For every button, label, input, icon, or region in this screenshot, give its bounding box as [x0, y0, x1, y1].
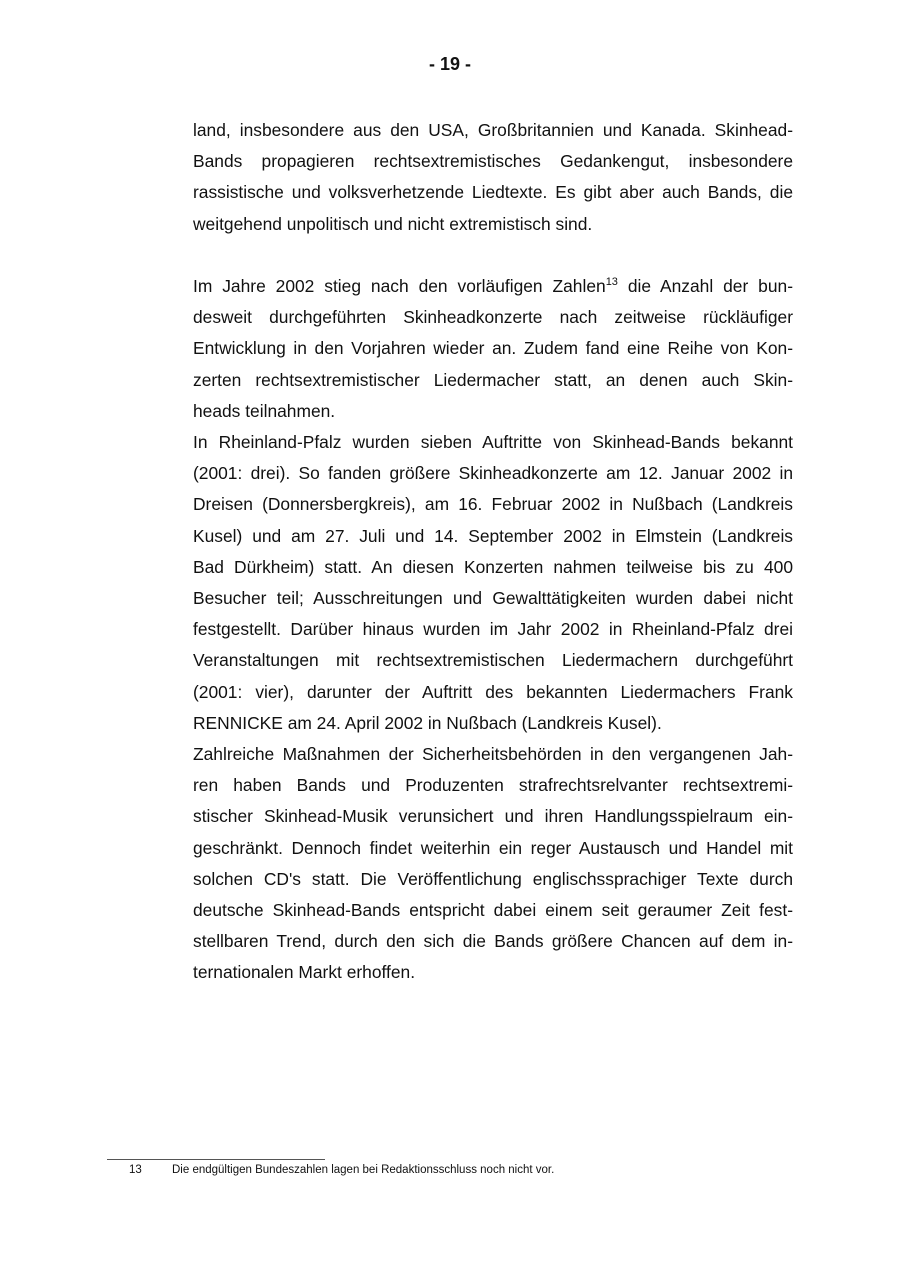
text-segment: die Anzahl der bun-: [617, 276, 793, 296]
paragraph-4: [193, 739, 793, 989]
text-line: In Rheinland-Pfalz wurden sieben Auftritte von Skinhead-Bands bekannt: [193, 432, 793, 453]
text-line: ren haben Bands und Produzenten strafrechtsrelvanter rechtsextremi-: [193, 775, 793, 796]
text-line: Dreisen (Donnersbergkreis), am 16. Februar 2002 in Nußbach (Landkreis: [193, 494, 793, 515]
text-line: weitgehend unpolitisch und nicht extremistisch sind.: [193, 213, 593, 234]
text-line: zerten rechtsextremistischer Liedermacher statt, an denen auch Skin-: [193, 369, 793, 390]
text-line: land, insbesondere aus den USA, Großbritannien und Kanada. Skinhead-: [193, 120, 793, 140]
text-line: Entwicklung in den Vorjahren wieder an. Zudem fand eine Reihe von Kon-: [193, 338, 793, 359]
text-line: RENNICKE am 24. April 2002 in Nußbach (Landkreis Kusel).: [193, 712, 662, 733]
paragraph-1: [193, 115, 793, 240]
page-number: - 19 -: [428, 54, 471, 74]
text-line: rassistische und volksverhetzende Liedtexte. Es gibt aber auch Bands, die: [193, 182, 793, 203]
paragraph-3: [193, 427, 793, 739]
text-line: (2001: drei). So fanden größere Skinheadkonzerte am 12. Januar 2002 in: [193, 463, 793, 484]
text-line: stellbaren Trend, durch den sich die Bands größere Chancen auf dem in-: [193, 931, 793, 952]
paragraph-2: [193, 271, 793, 427]
footnote-number: 13: [129, 1164, 142, 1176]
text-line: Kusel) und am 27. Juli und 14. September 2002 in Elmstein (Landkreis: [193, 525, 793, 546]
footnote-separator: [107, 1159, 325, 1160]
footnote: [129, 1163, 829, 1177]
text-line: deutsche Skinhead-Bands entspricht dabei einem seit geraumer Zeit fest-: [193, 900, 793, 921]
text-line: stischer Skinhead-Musik verunsichert und ihren Handlungsspielraum ein-: [193, 806, 793, 827]
text-segment: Im Jahre 2002 stieg nach den vorläufigen Zahlen: [193, 276, 606, 296]
text-line-with-footnote-ref: [193, 271, 793, 302]
text-line: (2001: vier), darunter der Auftritt des bekannten Liedermachers Frank: [193, 681, 793, 702]
text-line: festgestellt. Darüber hinaus wurden im Jahr 2002 in Rheinland-Pfalz drei: [193, 619, 793, 640]
text-line: heads teilnahmen.: [193, 400, 336, 421]
text-line: solchen CD's statt. Die Veröffentlichung englischssprachiger Texte durch: [193, 868, 793, 889]
text-line: desweit durchgeführten Skinheadkonzerte nach zeitweise rückläufiger: [193, 307, 793, 328]
footnote-text: Die endgültigen Bundeszahlen lagen bei Redaktionsschluss noch nicht vor.: [172, 1164, 555, 1176]
text-line: Bad Dürkheim) statt. An diesen Konzerten nahmen teilweise bis zu 400: [193, 556, 793, 577]
footnote-reference[interactable]: 13: [605, 276, 618, 289]
text-line: Veranstaltungen mit rechtsextremistischen Liedermachern durchgeführt: [193, 650, 793, 671]
paragraph-spacer: [193, 240, 793, 271]
text-line: Bands propagieren rechtsextremistisches Gedankengut, insbesondere: [193, 151, 793, 172]
text-line: geschränkt. Dennoch findet weiterhin ein reger Austausch und Handel mit: [193, 837, 793, 858]
body-text: [193, 115, 793, 989]
text-line: Zahlreiche Maßnahmen der Sicherheitsbehörden in den vergangenen Jah-: [193, 744, 793, 765]
text-line: Besucher teil; Ausschreitungen und Gewalttätigkeiten wurden dabei nicht: [193, 588, 793, 609]
text-line: ternationalen Markt erhoffen.: [193, 962, 416, 983]
